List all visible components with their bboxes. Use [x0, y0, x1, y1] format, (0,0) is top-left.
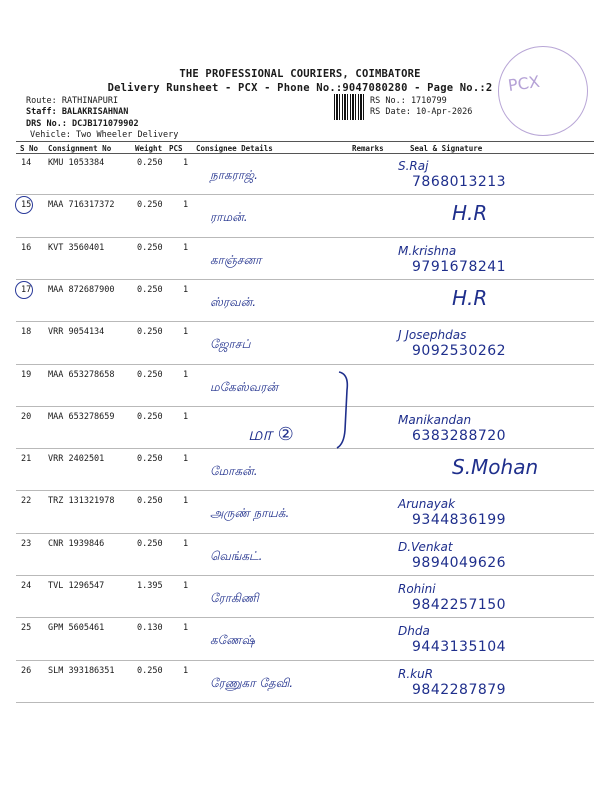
row-weight: 0.250 [137, 412, 163, 422]
row-weight: 0.130 [137, 623, 163, 633]
row-weight: 0.250 [137, 158, 163, 168]
row-consignment-no: VRR 9054134 [48, 327, 105, 337]
row-consignee-name: ரோகிணி [210, 591, 259, 605]
row-consignment-no: KVT 3560401 [48, 243, 105, 253]
row-sno: 26 [21, 666, 32, 676]
vehicle-label: Vehicle: Two Wheeler Delivery [30, 130, 179, 140]
brace-mark [335, 370, 357, 450]
row-consignment-no: MAA 716317372 [48, 200, 115, 210]
row-separator [16, 702, 594, 703]
row-signature: R.kuR [398, 667, 434, 681]
row-signature: H.R [452, 286, 488, 310]
row-consignee-name: கணேஷ் [210, 633, 255, 647]
row-separator [16, 279, 594, 280]
row-consignment-no: CNR 1939846 [48, 539, 105, 549]
row-phone: 7868013213 [412, 174, 507, 190]
row-weight: 0.250 [137, 370, 163, 380]
row-sno: 24 [21, 581, 32, 591]
row-signature: S.Raj [398, 159, 429, 173]
row-pcs: 1 [183, 243, 189, 253]
row-phone: 6383288720 [412, 428, 507, 444]
col-remarks: Remarks [352, 144, 384, 153]
row-phone: 9894049626 [412, 555, 507, 571]
staff-label: Staff: BALAKRISAHNAN [26, 107, 129, 117]
row-phone: 9443135104 [412, 639, 507, 655]
row-weight: 0.250 [137, 666, 163, 676]
row-weight: 0.250 [137, 200, 163, 210]
row-consignment-no: MAA 872687900 [48, 285, 115, 295]
col-consignee: Consignee Details [196, 144, 273, 153]
row-sno: 21 [21, 454, 32, 464]
row-signature: M.krishna [398, 244, 457, 258]
row-sno: 20 [21, 412, 32, 422]
barcode-image [334, 94, 366, 120]
row-phone: 9791678241 [412, 259, 507, 275]
row-signature: H.R [452, 201, 488, 225]
row-consignment-no: MAA 653278658 [48, 370, 115, 380]
row-phone: 9092530262 [412, 343, 507, 359]
row-pcs: 1 [183, 200, 189, 210]
row-circle-mark [15, 196, 33, 214]
drs-label: DRS No.: DCJB171079902 [26, 119, 139, 129]
row-signature: S.Mohan [452, 455, 539, 479]
row-separator [16, 617, 594, 618]
row-signature: J Josephdas [398, 328, 467, 342]
row-weight: 0.250 [137, 496, 163, 506]
row-phone: 9344836199 [412, 512, 507, 528]
company-title: THE PROFESSIONAL COURIERS, COIMBATORE [179, 68, 421, 80]
row-consignee-name: காஞ்சனா [210, 253, 262, 267]
header-top-rule [16, 141, 594, 142]
runsheet-title: Delivery Runsheet - PCX - Phone No.:9047080280 - Page No.:2 [107, 82, 493, 94]
row-weight: 0.250 [137, 327, 163, 337]
row-consignee-name: மோகன். [210, 464, 258, 478]
row-pcs: 1 [183, 581, 189, 591]
row-sno: 18 [21, 327, 32, 337]
row-weight: 0.250 [137, 285, 163, 295]
row-circle-mark [15, 281, 33, 299]
route-label: Route: RATHINAPURI [26, 96, 119, 106]
header-bottom-rule [16, 153, 594, 154]
row-weight: 0.250 [137, 539, 163, 549]
row-signature: Rohini [398, 582, 436, 596]
row-separator [16, 237, 594, 238]
row-consignment-no: TVL 1296547 [48, 581, 105, 591]
row-weight: 0.250 [137, 243, 163, 253]
row-consignee-name: ஜோசப் [210, 337, 251, 351]
row-pcs: 1 [183, 285, 189, 295]
row-signature: Manikandan [398, 413, 472, 427]
row-consignment-no: MAA 653278659 [48, 412, 115, 422]
row-sno: 14 [21, 158, 32, 168]
row-consignee-name: ரேணுகா தேவி. [210, 676, 294, 690]
brace-note: மா ② [248, 424, 294, 445]
row-sno: 16 [21, 243, 32, 253]
row-pcs: 1 [183, 412, 189, 422]
row-consignee-name: ராமன். [210, 210, 248, 224]
row-sno: 22 [21, 496, 32, 506]
row-sno: 15 [21, 200, 32, 210]
row-separator [16, 364, 594, 365]
row-separator [16, 575, 594, 576]
row-separator [16, 660, 594, 661]
row-consignee-name: மகேஸ்வரன் [210, 380, 279, 394]
row-separator [16, 448, 594, 449]
row-phone: 9842287879 [412, 682, 507, 698]
row-sno: 23 [21, 539, 32, 549]
row-consignee-name: வெங்கட். [210, 549, 263, 563]
row-signature: Dhda [398, 624, 430, 638]
col-consignment: Consignment No [48, 144, 112, 153]
row-separator [16, 490, 594, 491]
rs-no-label: RS No.: 1710799 [370, 96, 447, 106]
row-consignment-no: GPM 5605461 [48, 623, 105, 633]
row-weight: 1.395 [137, 581, 163, 591]
row-separator [16, 321, 594, 322]
row-pcs: 1 [183, 158, 189, 168]
row-consignee-name: நாகராஜ். [210, 168, 258, 182]
row-sno: 25 [21, 623, 32, 633]
row-consignment-no: VRR 2402501 [48, 454, 105, 464]
row-signature: D.Venkat [398, 540, 453, 554]
row-separator [16, 194, 594, 195]
row-pcs: 1 [183, 454, 189, 464]
row-consignee-name: அருண் நாயக். [210, 506, 290, 520]
row-separator [16, 533, 594, 534]
row-pcs: 1 [183, 539, 189, 549]
col-weight: Weight [135, 144, 163, 153]
row-separator [16, 406, 594, 407]
row-signature: Arunayak [398, 497, 456, 511]
rs-date-label: RS Date: 10-Apr-2026 [370, 107, 473, 117]
row-consignee-name: ஸ்ரவன். [210, 295, 257, 309]
row-consignment-no: SLM 393186351 [48, 666, 115, 676]
row-consignment-no: TRZ 131321978 [48, 496, 115, 506]
row-consignment-no: KMU 1053384 [48, 158, 105, 168]
col-pcs: PCS [169, 144, 183, 153]
col-seal-signature: Seal & Signature [410, 144, 483, 153]
row-sno: 17 [21, 285, 32, 295]
row-pcs: 1 [183, 370, 189, 380]
row-weight: 0.250 [137, 454, 163, 464]
row-sno: 19 [21, 370, 32, 380]
pcx-stamp-text: PCX [506, 71, 541, 96]
row-pcs: 1 [183, 327, 189, 337]
row-pcs: 1 [183, 623, 189, 633]
row-phone: 9842257150 [412, 597, 507, 613]
row-pcs: 1 [183, 496, 189, 506]
row-pcs: 1 [183, 666, 189, 676]
col-sno: S No [20, 144, 39, 153]
